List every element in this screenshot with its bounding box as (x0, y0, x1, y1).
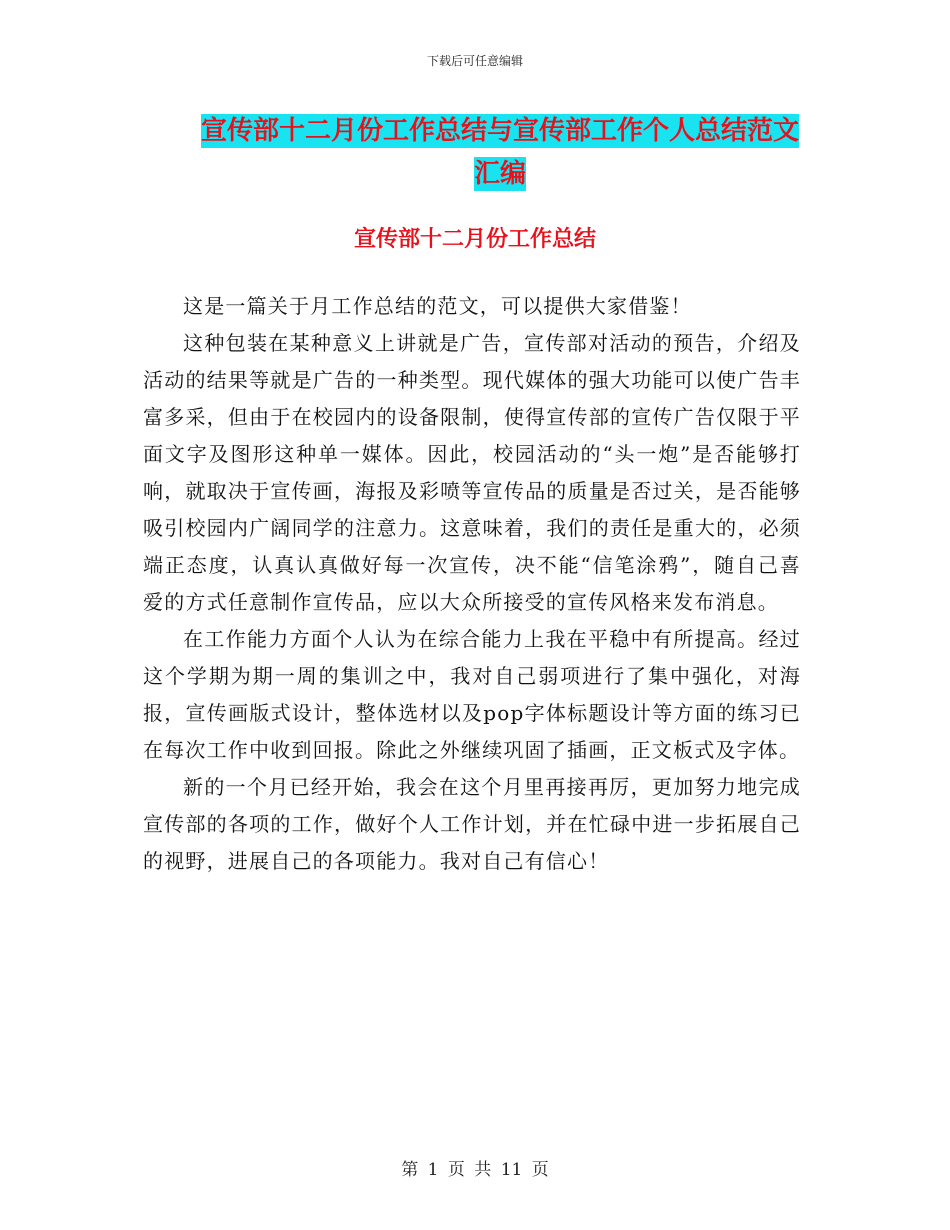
paragraph: 在工作能力方面个人认为在综合能力上我在平稳中有所提高。经过这个学期为期一周的集训之中，我对自己弱项进行了集中强化，对海报，宣传画版式设计，整体选材以及pop字体标题设计等方面的练习已在每次工作中收到回报。除此之外继续巩固了插画，正文板式及字体。 (143, 627, 801, 762)
paragraph: 这种包装在某种意义上讲就是广告，宣传部对活动的预告，介绍及活动的结果等就是广告的一种类型。现代媒体的强大功能可以使广告丰富多采，但由于在校园内的设备限制，使得宣传部的宣传广告仅限于平面文字及图形这种单一媒体。因此，校园活动的“头一炮”是否能够打响，就取决于宣传画，海报及彩喷等宣传品的质量是否过关，是否能够吸引校园内广阔同学的注意力。这意味着，我们的责任是重大的，必须端正态度，认真认真做好每一次宣传，决不能“信笔涂鸦”，随自己喜爱的方式任意制作宣传品，应以大众所接受的宣传风格来发布消息。 (143, 331, 801, 614)
paragraph: 这是一篇关于月工作总结的范文，可以提供大家借鉴！ (183, 294, 692, 318)
document-title-text: 宣传部十二月份工作总结与宣传部工作个人总结范文汇编 (200, 116, 799, 189)
section-heading: 宣传部十二月份工作总结 (353, 226, 596, 252)
paragraph: 新的一个月已经开始，我会在这个月里再接再厉，更加努力地完成宣传部的各项的工作，做好个人工作计划，并在忙碌中进一步拓展自己的视野，进展自己的各项能力。我对自己有信心！ (143, 775, 801, 873)
page-header-note: 下载后可任意编辑 (426, 54, 523, 68)
document-title (190, 110, 810, 196)
document-body (143, 288, 801, 880)
page-number-footer: 第 1 页 共 11 页 (401, 1160, 549, 1180)
